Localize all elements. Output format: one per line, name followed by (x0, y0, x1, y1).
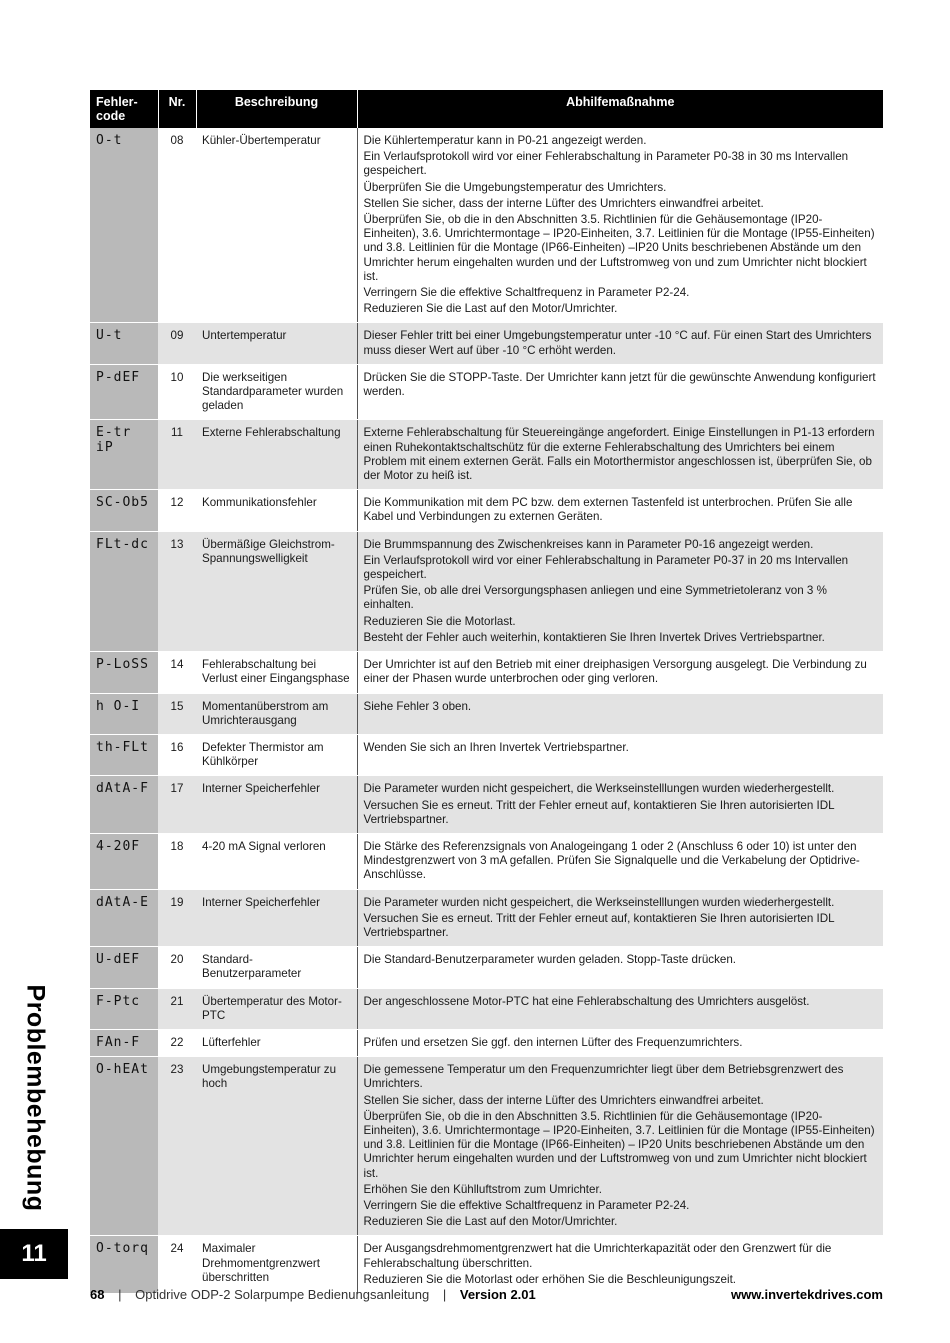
remedy-line: Ein Verlaufsprotokoll wird vor einer Fehlerabschaltung in Parameter P0-38 in 30 ms Intervallen gespeichert. (363, 150, 849, 178)
fault-code-table (90, 90, 883, 1294)
remedy-line: Die Kommunikation mit dem PC bzw. dem externen Tastenfeld ist unterbrochen. Prüfen Sie alle Kabel und Verbindungen zu externen Geräten. (363, 496, 853, 524)
fault-description: Übertemperatur des Motor-PTC (196, 988, 357, 1029)
table-row (90, 1057, 883, 1236)
table-row (90, 947, 883, 988)
table-row (90, 128, 883, 323)
remedy-line: Verringern Sie die effektive Schaltfrequenz in Parameter P2-24. (363, 286, 690, 300)
table-row (90, 531, 883, 651)
table-row (90, 420, 883, 490)
fault-number: 17 (158, 776, 196, 834)
remedy-line: Die Brummspannung des Zwischenkreises kann in Parameter P0-16 angezeigt werden. (363, 537, 814, 551)
fault-number: 10 (158, 364, 196, 420)
fault-number: 23 (158, 1057, 196, 1236)
fault-number: 09 (158, 323, 196, 364)
remedy-line: Die Standard-Benutzerparameter wurden geladen. Stopp-Taste drücken. (363, 953, 737, 967)
fault-code: SC-Ob5 (90, 490, 158, 531)
fault-description: Interner Speicherfehler (196, 776, 357, 834)
fault-code: 4-20F (90, 833, 158, 889)
fault-remedy (357, 323, 883, 364)
fault-description: Kühler-Übertemperatur (196, 128, 357, 323)
fault-number: 18 (158, 833, 196, 889)
fault-code: P-LoSS (90, 652, 158, 693)
fault-description: Momentanüberstrom am Umrichterausgang (196, 693, 357, 734)
fault-description: Übermäßige Gleichstrom-Spannungswelligkeit (196, 531, 357, 651)
fault-number: 11 (158, 420, 196, 490)
version-label: Version 2.01 (459, 1287, 536, 1302)
fault-code: O-torq (90, 1236, 158, 1293)
fault-code: th-FLt (90, 734, 158, 775)
fault-number: 12 (158, 490, 196, 531)
fault-remedy (357, 776, 883, 834)
remedy-line: Externe Fehlerabschaltung für Steuereingänge angefordert. Einige Einstellungen in P1-13 erfordern einen Ruhekontaktschaltschütz für die externe Fehlerabschaltung des Umrichters bei einem Problem mit einem externen Gerät. Falls ein Motorthermistor angeschlossen ist, überprüfen Sie, ob der Motor zu heiß ist. (363, 426, 875, 483)
table-row (90, 889, 883, 947)
fault-number: 16 (158, 734, 196, 775)
remedy-line: Die Parameter wurden nicht gespeichert, die Werkseinstelllungen wurden wiederhergestellt. (363, 895, 835, 909)
fault-code: P-dEF (90, 364, 158, 420)
header-number: Nr. (158, 90, 196, 128)
fault-number: 14 (158, 652, 196, 693)
remedy-line: Die Stärke des Referenzsignals von Analogeingang 1 oder 2 (Anschluss 6 oder 10) ist unter den Mindestgrenzwert von 3 mA gefallen. Prüfen Sie Signalquelle und die Verkabelung der Optidrive-Anschlüsse. (363, 839, 860, 882)
chapter-number: 11 (21, 1240, 47, 1267)
fault-code: U-dEF (90, 947, 158, 988)
page-number: 68 (90, 1287, 105, 1302)
table-row (90, 323, 883, 364)
remedy-line: Versuchen Sie es erneut. Tritt der Fehler erneut auf, kontaktieren Sie Ihren autorisierten IDL Vertriebspartner. (363, 911, 835, 939)
remedy-line: Der Umrichter ist auf den Betrieb mit einer dreiphasigen Versorgung ausgelegt. Die Verbindung zu einer der Phasen wurde unterbrochen oder ging verloren. (363, 658, 867, 686)
remedy-line: Die Kühlertemperatur kann in P0-21 angezeigt werden. (363, 134, 647, 147)
fault-code: F-Ptc (90, 988, 158, 1029)
fault-remedy (357, 734, 883, 775)
remedy-line: Stellen Sie sicher, dass der interne Lüfter des Umrichters einwandfrei arbeitet. (363, 1093, 764, 1107)
remedy-line: Siehe Fehler 3 oben. (363, 699, 472, 713)
remedy-line: Die Parameter wurden nicht gespeichert, die Werkseinstelllungen wurden wiederhergestellt. (363, 782, 835, 796)
fault-description: Kommunikationsfehler (196, 490, 357, 531)
fault-remedy (357, 1236, 883, 1293)
table-row (90, 776, 883, 834)
remedy-line: Die gemessene Temperatur um den Frequenzumrichter liegt über dem Betriebsgrenzwert des Umrichters. (363, 1063, 844, 1091)
side-section-label (10, 978, 60, 1218)
fault-remedy (357, 128, 883, 323)
fault-remedy (357, 947, 883, 988)
remedy-line: Ein Verlaufsprotokoll wird vor einer Fehlerabschaltung in Parameter P0-37 in 20 ms Intervallen gespeichert. (363, 553, 849, 582)
remedy-line: Wenden Sie sich an Ihren Invertek Vertriebspartner. (363, 740, 629, 754)
fault-code: O-hEAt (90, 1057, 158, 1236)
fault-description: Die werkseitigen Standardparameter wurden geladen (196, 364, 357, 420)
remedy-line: Besteht der Fehler auch weiterhin, kontaktieren Sie Ihren Invertek Drives Vertriebspartner. (363, 630, 825, 644)
table-row (90, 1029, 883, 1056)
fault-remedy (357, 490, 883, 531)
fault-description: Defekter Thermistor am Kühlkörper (196, 734, 357, 775)
fault-number: 15 (158, 693, 196, 734)
fault-number: 20 (158, 947, 196, 988)
header-remedy: Abhilfemaßnahme (357, 90, 883, 128)
fault-code: U-t (90, 323, 158, 364)
header-description: Beschreibung (196, 90, 357, 128)
remedy-line: Erhöhen Sie den Kühlluftstrom zum Umrichter. (363, 1182, 602, 1196)
table-row (90, 1236, 883, 1293)
fault-code: h O-I (90, 693, 158, 734)
remedy-line: Prüfen Sie, ob alle drei Versorgungsphasen anliegen und eine Symmetrietoleranz von 3 % einhalten. (363, 584, 827, 612)
fault-number: 19 (158, 889, 196, 947)
fault-description: Lüfterfehler (196, 1029, 357, 1056)
fault-code: E-tr iP (90, 420, 158, 490)
fault-code: O-t (90, 128, 158, 323)
remedy-line: Reduzieren Sie die Last auf den Motor/Umrichter. (363, 1215, 618, 1229)
fault-remedy (357, 988, 883, 1029)
remedy-line: Der Ausgangsdrehmomentgrenzwert hat die Umrichterkapazität oder den Grenzwert für die Fehlerabschaltung überschritten. (363, 1242, 832, 1270)
table-body (90, 128, 883, 1293)
remedy-line: Überprüfen Sie, ob die in den Abschnitten 3.5. Richtlinien für die Gehäusemontage (IP20-Einheiten), 3.6. Umrichtermontage – IP20-Einheiten, 3.7. Leitlinien für die Montage (IP55-Einheiten) und 3.8. Leitlinien für die Montage (IP66-Einheiten) – IP20 Units beschriebenen Abstände um den Umrichter herum eingehalten wurden und der Luftstromweg von und zum Umrichter nicht blockiert ist. (363, 1109, 875, 1180)
table-row (90, 693, 883, 734)
remedy-line: Versuchen Sie es erneut. Tritt der Fehler erneut auf, kontaktieren Sie Ihren autorisierten IDL Vertriebspartner. (363, 798, 835, 826)
fault-code: FAn-F (90, 1029, 158, 1056)
table-header-row (90, 90, 883, 128)
fault-remedy (357, 364, 883, 420)
remedy-line: Prüfen und ersetzen Sie ggf. den internen Lüfter des Frequenzumrichters. (363, 1035, 743, 1049)
remedy-line: Drücken Sie die STOPP-Taste. Der Umrichter kann jetzt für die gewünschte Anwendung konfiguriert werden. (363, 370, 876, 399)
page-footer (90, 1287, 883, 1305)
fault-remedy (357, 652, 883, 693)
fault-description: Interner Speicherfehler (196, 889, 357, 947)
fault-remedy (357, 1029, 883, 1056)
fault-number: 21 (158, 988, 196, 1029)
table-row (90, 988, 883, 1029)
fault-remedy (357, 693, 883, 734)
header-fault-code: Fehler- code (90, 90, 158, 128)
fault-code: dAtA-E (90, 889, 158, 947)
footer-separator: | (118, 1287, 122, 1302)
fault-remedy (357, 889, 883, 947)
fault-code: FLt-dc (90, 531, 158, 651)
section-title: Problembehebung (21, 984, 50, 1212)
fault-number: 08 (158, 128, 196, 323)
table-row (90, 364, 883, 420)
fault-description: Untertemperatur (196, 323, 357, 364)
fault-code: dAtA-F (90, 776, 158, 834)
remedy-line: Reduzieren Sie die Last auf den Motor/Umrichter. (363, 302, 618, 316)
fault-remedy (357, 420, 883, 490)
fault-remedy (357, 531, 883, 651)
remedy-line: Überprüfen Sie die Umgebungstemperatur des Umrichters. (363, 180, 667, 194)
footer-separator: | (442, 1287, 447, 1302)
table-row (90, 652, 883, 693)
fault-description: Externe Fehlerabschaltung (196, 420, 357, 490)
website-link[interactable]: www.invertekdrives.com (731, 1287, 883, 1302)
remedy-line: Dieser Fehler tritt bei einer Umgebungstemperatur unter -10 °C auf. Für einen Start des Umrichters muss dieser Wert auf über -10 °C erhöht werden. (363, 329, 872, 357)
fault-number: 22 (158, 1029, 196, 1056)
fault-number: 24 (170, 1242, 184, 1256)
fault-description: 4-20 mA Signal verloren (196, 833, 357, 889)
remedy-line: Stellen Sie sicher, dass der interne Lüfter des Umrichters einwandfrei arbeitet. (363, 196, 764, 210)
remedy-line: Verringern Sie die effektive Schaltfrequenz in Parameter P2-24. (363, 1198, 690, 1212)
fault-description: Fehlerabschaltung bei Verlust einer Eingangsphase (196, 652, 357, 693)
fault-description: Standard-Benutzerparameter (196, 947, 357, 988)
remedy-line: Reduzieren Sie die Motorlast oder erhöhen Sie die Beschleunigungszeit. (363, 1272, 737, 1286)
table-row (90, 734, 883, 775)
fault-number: 13 (158, 531, 196, 651)
table-row (90, 833, 883, 889)
fault-description: Umgebungstemperatur zu hoch (196, 1057, 357, 1236)
remedy-line: Der angeschlossene Motor-PTC hat eine Fehlerabschaltung des Umrichters ausgelöst. (363, 994, 810, 1008)
table-row (90, 490, 883, 531)
fault-description: Maximaler Drehmomentgrenzwert überschritten (196, 1236, 357, 1293)
manual-title: Optidrive ODP-2 Solarpumpe Bedienungsanleitung (135, 1287, 430, 1302)
fault-remedy (357, 1057, 883, 1236)
remedy-line: Reduzieren Sie die Motorlast. (363, 614, 516, 628)
chapter-tab (0, 1229, 68, 1279)
remedy-line: Überprüfen Sie, ob die in den Abschnitten 3.5. Richtlinien für die Gehäusemontage (IP20-Einheiten), 3.6. Umrichtermontage – IP20-Einheiten, 3.7. Leitlinien für die Montage (IP55-Einheiten) und 3.8. Leitlinien für die Montage (IP66-Einheiten) –IP20 Units beschriebenen Abstände um den Umrichter herum eingehalten wurden und der Luftstromweg von und zum Umrichter nicht blockiert ist. (363, 213, 875, 283)
fault-remedy (357, 833, 883, 889)
